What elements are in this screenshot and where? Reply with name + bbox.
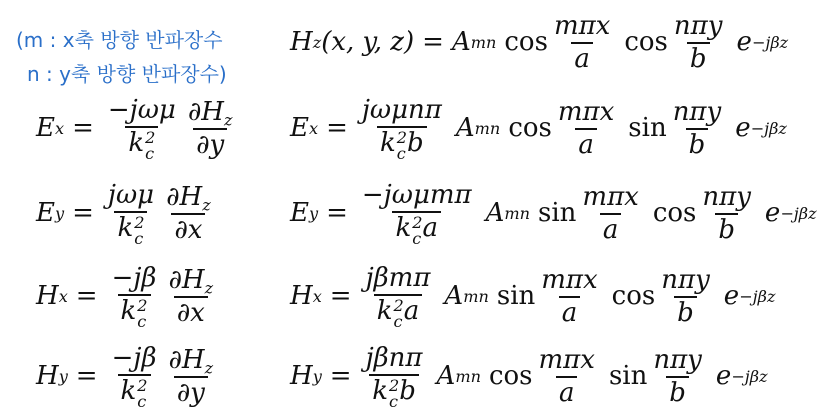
- ley-frac1: [105, 182, 157, 246]
- lex-k-sup: 2: [145, 128, 156, 148]
- rex-amp: A: [455, 113, 475, 144]
- rhx-coef-num: jβmπ: [365, 263, 431, 294]
- lhy-k-sub: c: [137, 391, 147, 411]
- hz-exp-base: e: [736, 27, 752, 58]
- rhy-k: k: [372, 376, 388, 407]
- rex-arg1: [555, 96, 617, 160]
- lhx-den2: ∂x: [174, 296, 208, 327]
- lex-num2: [185, 96, 236, 130]
- rey-func1: sin: [538, 198, 577, 229]
- lhy-num2: [165, 344, 216, 378]
- lex-lhs: E: [36, 113, 55, 144]
- ley-num2-main: ∂H: [166, 181, 203, 212]
- lhy-k: k: [120, 376, 137, 407]
- lhx-num2-sub: z: [204, 278, 214, 298]
- ley-num1: jωμ: [107, 180, 155, 211]
- lhx-frac1: [109, 265, 160, 329]
- lhy-num1: −jβ: [111, 343, 157, 374]
- rex-k: k: [380, 128, 396, 159]
- rhx-func1: sin: [496, 281, 536, 312]
- ley-k: k: [117, 213, 134, 244]
- lhx-num1: −jβ: [111, 263, 157, 294]
- hz-arg2-fraction: [671, 10, 726, 74]
- lhx-k-sup: 2: [137, 296, 148, 316]
- hz-func2: cos: [624, 27, 668, 58]
- lhx-equals: =: [75, 281, 98, 312]
- rey-coef: [359, 182, 475, 246]
- rhx-arg1: [538, 264, 600, 328]
- rhy-equals: =: [329, 361, 352, 392]
- rey-exp-base: e: [764, 198, 781, 229]
- lhy-lhs: H: [36, 361, 59, 392]
- ley-frac2: [163, 181, 214, 245]
- rhy-k-sub: c: [388, 391, 399, 411]
- lhx-kc: [118, 294, 151, 329]
- rhy-k-sup: 2: [388, 376, 400, 396]
- rhx-arg1-num: mπx: [541, 264, 598, 295]
- rhy-lhs: H: [290, 361, 313, 392]
- hz-arg2-num: nπy: [673, 10, 723, 41]
- rey-arg1-den: a: [600, 213, 622, 244]
- rhx-den-tail: a: [403, 296, 420, 327]
- rex-k-sub: c: [396, 143, 406, 163]
- rhx-coef: [363, 265, 434, 329]
- lex-frac2: [185, 96, 236, 160]
- rhy-arg1: [536, 344, 598, 408]
- ley-k-sub: c: [134, 228, 144, 248]
- rhy-den-tail: b: [399, 376, 416, 407]
- eq-right-ey: E y = −jωμmπ k 2 c a A mn sin $\frac{\text{mπx}}{a}$ cos $\frac{\text{nπy}}{b}$ e −jβz: [290, 180, 817, 248]
- rex-den-tail: b: [407, 128, 424, 159]
- rex-func2: sin: [628, 113, 667, 144]
- lhx-num2-main: ∂H: [168, 264, 205, 295]
- rhx-k-sub: c: [393, 311, 403, 331]
- ley-den2: ∂x: [171, 213, 205, 244]
- eq-right-hy: H y = jβnπ k 2 c b A mn cos $\frac{\text{mπx}}{a}$ sin $\frac{\text{nπy}}{b}$ e −jβz: [290, 343, 768, 411]
- rhx-equals: =: [329, 281, 352, 312]
- hz-amp: A: [451, 27, 471, 58]
- rey-arg2-num: nπy: [702, 181, 751, 212]
- rex-coef-den: [377, 126, 427, 161]
- rex-k-sup: 2: [396, 128, 408, 148]
- eq-left-ey: E y = jωμ k 2 c $\frac{\partial H_z}{\partial x}$: [36, 183, 217, 245]
- lex-kc: [125, 126, 158, 161]
- rex-arg1-den: a: [575, 128, 597, 159]
- rey-den-tail: a: [422, 213, 438, 244]
- rhx-func2: cos: [611, 281, 656, 312]
- rhy-coef: [363, 345, 426, 409]
- lhy-den2: ∂y: [174, 376, 208, 407]
- rey-arg1: [579, 181, 641, 245]
- rhy-amp: A: [436, 361, 456, 392]
- hz-arg1-fraction: [551, 10, 613, 74]
- lhy-kc: [118, 374, 151, 409]
- rhy-func1: cos: [488, 361, 533, 392]
- lhx-frac2: [165, 264, 216, 328]
- hz-arg1-num: mπx: [553, 10, 611, 41]
- lhy-equals: =: [75, 361, 98, 392]
- lhy-frac2: [165, 344, 216, 408]
- rhx-k: k: [376, 296, 393, 327]
- rey-arg1-num: mπx: [582, 181, 639, 212]
- eq-hz: H z (x, y, z) = A mn cos $\frac{\text{mπx}}{a}$ cos $\frac{\text{nπy}}{b}$ e −jβz: [290, 10, 789, 74]
- ley-num2-sub: z: [202, 195, 211, 215]
- rex-lhs: E: [290, 113, 309, 144]
- ley-lhs: E: [36, 198, 55, 229]
- lhy-k-sup: 2: [137, 376, 148, 396]
- rhx-arg2: [658, 264, 713, 328]
- hz-equals: =: [422, 27, 444, 58]
- rey-equals: =: [326, 198, 348, 229]
- rhy-exp-base: e: [715, 361, 732, 392]
- rhx-coef-den: [374, 294, 423, 329]
- rey-coef-den: [392, 211, 441, 246]
- ley-num2: [163, 181, 214, 215]
- rey-arg2-den: b: [715, 213, 738, 244]
- rex-coef: [359, 97, 445, 161]
- rex-coef-num: jωμnπ: [361, 95, 442, 126]
- lhy-num2-main: ∂H: [168, 344, 205, 375]
- lhy-num2-sub: z: [204, 358, 214, 378]
- lhx-k-sub: c: [137, 311, 147, 331]
- lex-num1: −jωμ: [107, 95, 176, 126]
- eq-right-hx: H x = jβmπ k 2 c a A mn sin $\frac{\text{mπx}}{a}$ cos $\frac{\text{nπy}}{b}$ e −jβz: [290, 263, 776, 331]
- rey-func2: cos: [652, 198, 697, 229]
- rhx-k-sup: 2: [393, 296, 404, 316]
- rhx-arg2-den: b: [674, 296, 697, 327]
- hz-lhs: H: [290, 27, 313, 58]
- rhy-arg1-num: mπx: [538, 344, 595, 375]
- lhx-num2: [165, 264, 216, 298]
- rey-amp: A: [485, 198, 505, 229]
- rex-equals: =: [326, 113, 348, 144]
- rey-k-sup: 2: [412, 213, 423, 233]
- hz-func1: cos: [504, 27, 548, 58]
- rex-func1: cos: [508, 113, 552, 144]
- rhy-arg1-den: a: [556, 376, 578, 407]
- eq-left-ex: E x = −jωμ k 2 c $\frac{\partial H_z}{\partial y}$: [36, 98, 238, 160]
- hz-arg2-den: b: [687, 42, 710, 73]
- rey-k-sub: c: [412, 228, 422, 248]
- rhx-arg2-num: nπy: [661, 264, 710, 295]
- rex-arg1-num: mπx: [557, 96, 615, 127]
- rey-lhs: E: [290, 198, 309, 229]
- lhx-k: k: [120, 296, 137, 327]
- rhx-exp-base: e: [723, 281, 740, 312]
- rex-arg2-num: nπy: [672, 96, 722, 127]
- eq-left-hy: H y = −jβ k 2 c $\frac{\partial H_z}{\partial y}$: [36, 346, 219, 408]
- lhx-lhs: H: [36, 281, 59, 312]
- lex-num2-sub: z: [223, 110, 233, 130]
- rex-exp-base: e: [735, 113, 751, 144]
- rex-arg2: [670, 96, 725, 160]
- rhy-arg2-num: nπy: [653, 344, 702, 375]
- rhy-arg2: [650, 344, 705, 408]
- rhy-func2: sin: [608, 361, 648, 392]
- lex-num2-main: ∂H: [187, 96, 224, 127]
- lhy-frac1: [109, 345, 160, 409]
- lex-k: k: [128, 128, 145, 159]
- rhy-arg2-den: b: [666, 376, 689, 407]
- rhx-lhs: H: [290, 281, 313, 312]
- rey-k: k: [395, 213, 412, 244]
- lex-equals: =: [72, 113, 94, 144]
- rey-arg2: [699, 181, 754, 245]
- ley-k-sup: 2: [134, 213, 145, 233]
- hz-args: (x, y, z): [321, 27, 415, 58]
- rhy-coef-num: jβnπ: [365, 343, 423, 374]
- eq-left-hx: H x = −jβ k 2 c $\frac{\partial H_z}{\partial x}$: [36, 266, 219, 328]
- rhy-coef-den: [369, 374, 419, 409]
- rhx-arg1-den: a: [559, 296, 581, 327]
- rex-arg2-den: b: [686, 128, 709, 159]
- eq-right-ex: E x = jωμnπ k 2 c b A mn cos $\frac{\text{mπx}}{a}$ sin $\frac{\text{nπy}}{b}$ e −jβz: [290, 95, 787, 163]
- rhx-amp: A: [444, 281, 464, 312]
- ley-equals: =: [72, 198, 94, 229]
- lex-frac1: [105, 97, 179, 161]
- lex-den2: ∂y: [193, 128, 227, 159]
- note-m: (m : x축 방향 반파장수: [16, 28, 223, 52]
- note-n: n : y축 방향 반파장수): [27, 62, 227, 86]
- lex-k-sub: c: [145, 143, 155, 163]
- hz-arg1-den: a: [571, 42, 593, 73]
- rey-coef-num: −jωμmπ: [361, 180, 472, 211]
- ley-kc: [114, 211, 147, 246]
